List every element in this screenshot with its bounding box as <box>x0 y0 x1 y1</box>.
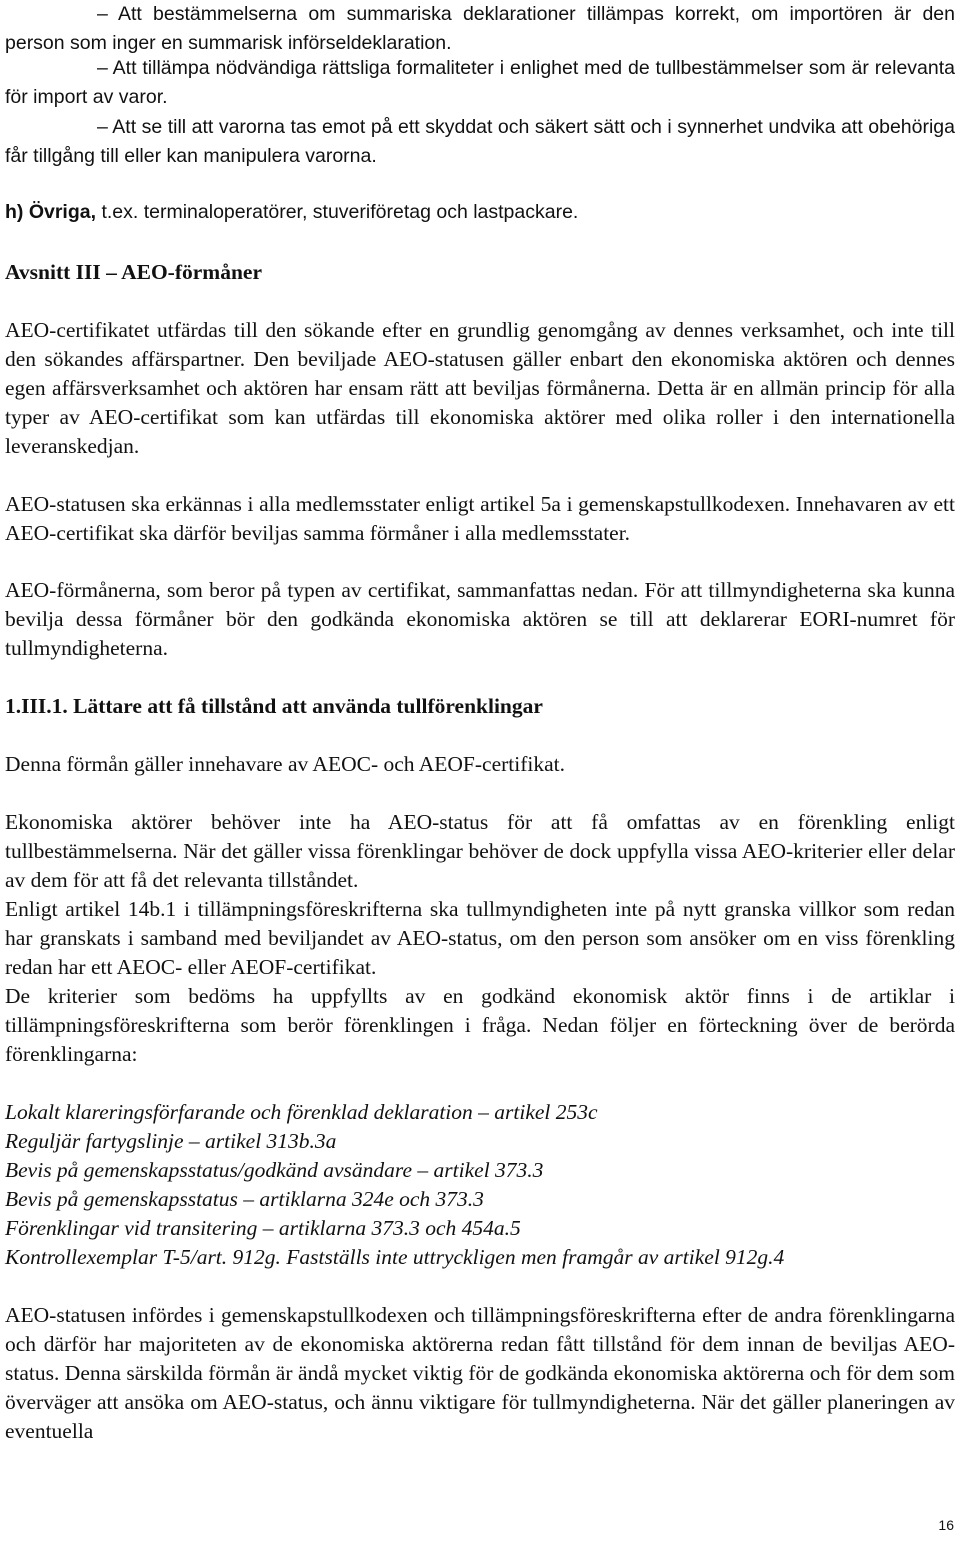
body-paragraph-status: Ekonomiska aktörer behöver inte ha AEO-status för att få omfattas av en förenkling enligt tullbestämmelserna. När det gäller vissa förenklingar behöver de dock uppfylla vissa AEO-kriterier eller delar av dem för att få det relevanta tillståndet. <box>5 810 955 892</box>
list-item: Reguljär fartygslinje – artikel 313b.3a <box>5 1129 337 1153</box>
list-item: Lokalt klareringsförfarande och förenklad deklaration – artikel 253c <box>5 1100 598 1124</box>
section-h-text: t.ex. terminaloperatörer, stuveriföretag och lastpackare. <box>96 201 579 223</box>
recognition-paragraph: AEO-statusen ska erkännas i alla medlemsstater enligt artikel 5a i gemenskapstullkodexen. Innehavaren av ett AEO-certifikat ska därför beviljas samma förmåner i alla medlemsstater. <box>5 492 955 545</box>
section-title: Avsnitt III – AEO-förmåner <box>5 260 262 284</box>
section-h-line <box>5 198 955 227</box>
benefits-summary-paragraph: AEO-förmånerna, som beror på typen av certifikat, sammanfattas nedan. För att tillmyndigheterna ska kunna bevilja dessa förmåner bör den godkända ekonomiska aktören se till att deklarerar EORI-numret för tullmyndigheterna. <box>5 578 955 660</box>
list-item: Kontrollexemplar T-5/art. 912g. Fastställs inte uttryckligen men framgår av artikel 912g.4 <box>5 1245 785 1269</box>
body-paragraph-article: Enligt artikel 14b.1 i tillämpningsföreskrifterna ska tullmyndigheten inte på nytt granska villkor som redan har granskats i samband med beviljandet av AEO-status, om den person som ansöker om en viss förenkling redan har ett AEOC- eller AEOF-certifikat. <box>5 897 955 979</box>
page-number: 16 <box>938 1517 954 1533</box>
section-h-label: h) Övriga, <box>5 201 97 223</box>
simplifications-list <box>5 1098 955 1272</box>
list-item: Bevis på gemenskapsstatus/godkänd avsändare – artikel 373.3 <box>5 1158 544 1182</box>
list-item: Förenklingar vid transitering – artiklarna 373.3 och 454a.5 <box>5 1216 521 1240</box>
intro-paragraph-certificate <box>5 316 955 461</box>
intro-sentence-2: Den beviljade AEO-statusen gäller enbart den ekonomiska aktören och dennes egen affärsverksamhet och aktören har ensam rätt att beviljas förmånerna. Detta är en allmän princip för alla typer av AEO-certifikat som kan utfärdas till ekonomiska aktörer med olika roller i den internationella leveranskedjan. <box>5 347 956 458</box>
closing-paragraph: AEO-statusen infördes i gemenskapstullkodexen och tillämpningsföreskrifterna efter de andra förenklingarna och därför har majoriteten av de ekonomiska aktörerna redan fått tillstånd för dem innan de beviljas AEO-status. Denna särskilda förmån är ändå mycket viktig för de godkända ekonomiska aktörerna och för dem som överväger att ansöka om AEO-status, och ännu viktigare för tullmyndigheterna. När det gäller planeringen av eventuella <box>5 1303 955 1443</box>
applies-to-text: Denna förmån gäller innehavare av AEOC- och AEOF-certifikat. <box>5 752 565 776</box>
bullet-secure-reception: – Att se till att varorna tas emot på ett skyddat och säkert sätt och i synnerhet undvika att obehöriga får tillgång till eller kan manipulera varorna. <box>5 116 955 167</box>
bullet-summary-declarations: – Att bestämmelserna om summariska deklarationer tillämpas korrekt, om importören är den person som inger en summarisk införseldeklaration. <box>5 3 955 54</box>
list-item: Bevis på gemenskapsstatus – artiklarna 324e och 373.3 <box>5 1187 484 1211</box>
intro-sentence-1: AEO-certifikatet utfärdas till den sökande efter en grundlig genomgång av dennes verksamhet, och inte till den sökandes affärspartner. <box>5 318 955 371</box>
bullet-legal-formalities: – Att tillämpa nödvändiga rättsliga formaliteter i enlighet med de tullbestämmelser som är relevanta för import av varor. <box>5 57 955 108</box>
subsection-title: 1.III.1. Lättare att få tillstånd att använda tullförenklingar <box>5 694 543 718</box>
body-paragraph-criteria: De kriterier som bedöms ha uppfyllts av en godkänd ekonomisk aktör finns i de artiklar i tillämpningsföreskrifterna som berör förenklingen i fråga. Nedan följer en förteckning över de berörda förenklingarna: <box>5 984 955 1066</box>
